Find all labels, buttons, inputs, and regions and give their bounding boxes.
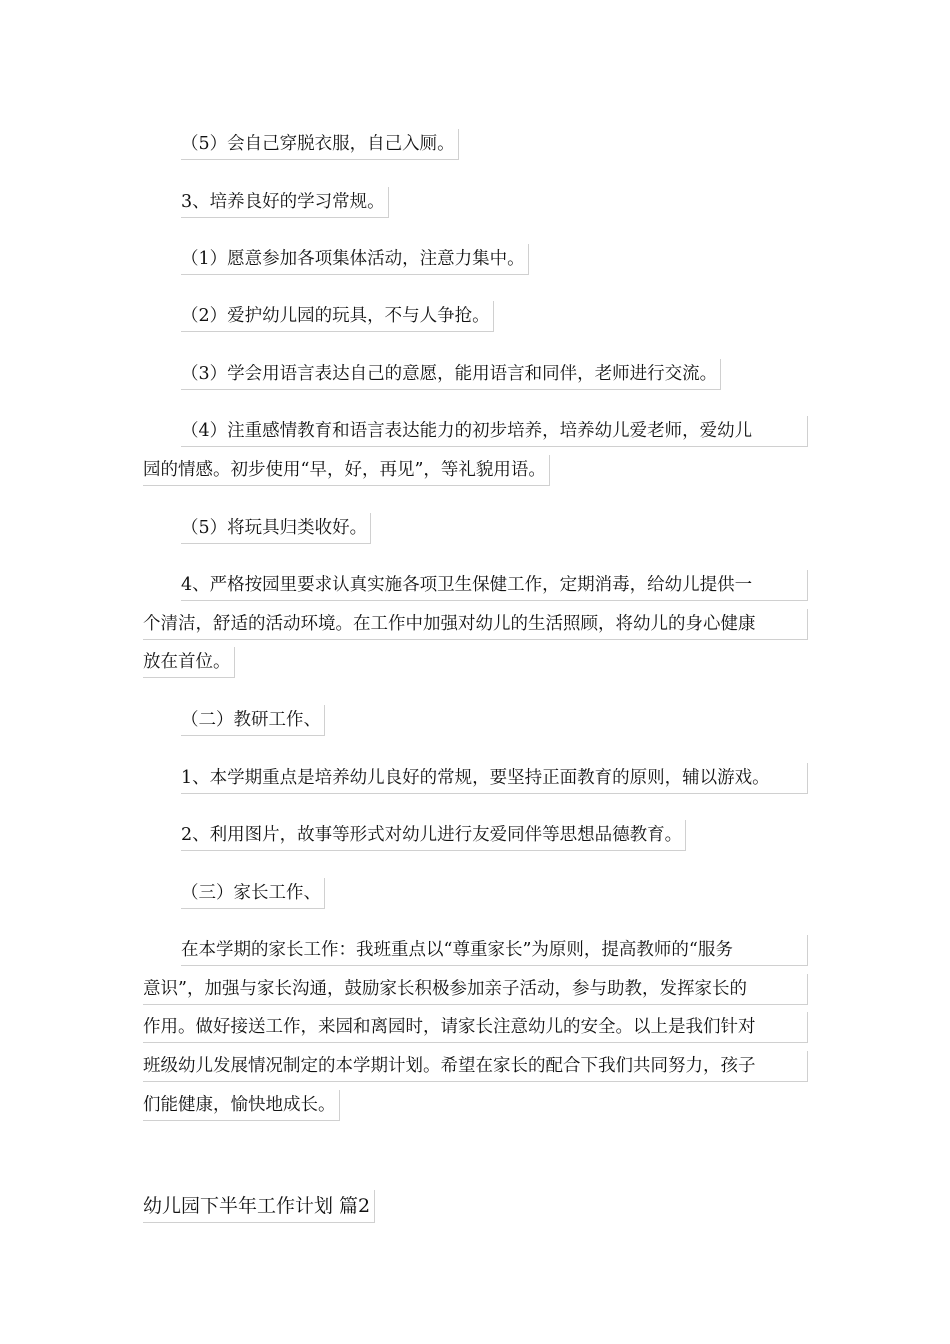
paragraph-line: 3、培养良好的学习常规。	[181, 187, 389, 218]
paragraph-line: （4）注重感情教育和语言表达能力的初步培养，培养幼儿爱老师，爱幼儿	[181, 416, 808, 447]
paragraph-research-1	[143, 759, 807, 798]
paragraph-item-5	[143, 509, 807, 548]
paragraph-research-heading	[143, 701, 807, 740]
paragraph-line: 班级幼儿发展情况制定的本学期计划。希望在家长的配合下我们共同努力，孩子	[143, 1051, 808, 1082]
paragraph-line: 们能健康，愉快地成长。	[143, 1090, 340, 1121]
section-heading	[143, 1190, 375, 1223]
paragraph-line: （5）将玩具归类收好。	[181, 513, 371, 544]
paragraph-parents-heading	[143, 874, 807, 913]
paragraph-line: 个清洁，舒适的活动环境。在工作中加强对幼儿的生活照顾，将幼儿的身心健康	[143, 609, 808, 640]
paragraph-line: （5）会自己穿脱衣服，自己入厕。	[181, 129, 459, 160]
paragraph-line: （1）愿意参加各项集体活动，注意力集中。	[181, 244, 529, 275]
paragraph-learning-routine	[143, 183, 807, 222]
paragraph-parents-work	[143, 931, 807, 1124]
paragraph-line: 放在首位。	[143, 647, 235, 678]
paragraph-line: 作用。做好接送工作，来园和离园时，请家长注意幼儿的安全。以上是我们针对	[143, 1012, 808, 1043]
paragraph-line: （3）学会用语言表达自己的意愿，能用语言和同伴，老师进行交流。	[181, 359, 721, 390]
section-heading-text: 幼儿园下半年工作计划 篇2	[143, 1190, 375, 1223]
paragraph-line: （2）爱护幼儿园的玩具，不与人争抢。	[181, 301, 494, 332]
paragraph-line: （三）家长工作、	[181, 878, 325, 909]
paragraph-line: 1、本学期重点是培养幼儿良好的常规，要坚持正面教育的原则，辅以游戏。	[181, 763, 808, 794]
paragraph-line: 4、严格按园里要求认真实施各项卫生保健工作，定期消毒，给幼儿提供一	[181, 570, 808, 601]
paragraph-line: 园的情感。初步使用“早，好，再见”，等礼貌用语。	[143, 455, 550, 486]
paragraph-item-1	[143, 240, 807, 279]
paragraph-item-2	[143, 297, 807, 336]
paragraph-line: 2、利用图片，故事等形式对幼儿进行友爱同伴等思想品德教育。	[181, 820, 686, 851]
paragraph-item-3	[143, 355, 807, 394]
paragraph-line: （二）教研工作、	[181, 705, 325, 736]
paragraph-line: 在本学期的家长工作：我班重点以“尊重家长”为原则，提高教师的“服务	[181, 935, 808, 966]
paragraph-line: 意识”，加强与家长沟通，鼓励家长积极参加亲子活动，参与助教，发挥家长的	[143, 974, 808, 1005]
paragraph-research-2	[143, 816, 807, 855]
paragraph-hygiene	[143, 566, 807, 682]
paragraph-self-care	[143, 125, 807, 164]
paragraph-item-4	[143, 412, 807, 489]
